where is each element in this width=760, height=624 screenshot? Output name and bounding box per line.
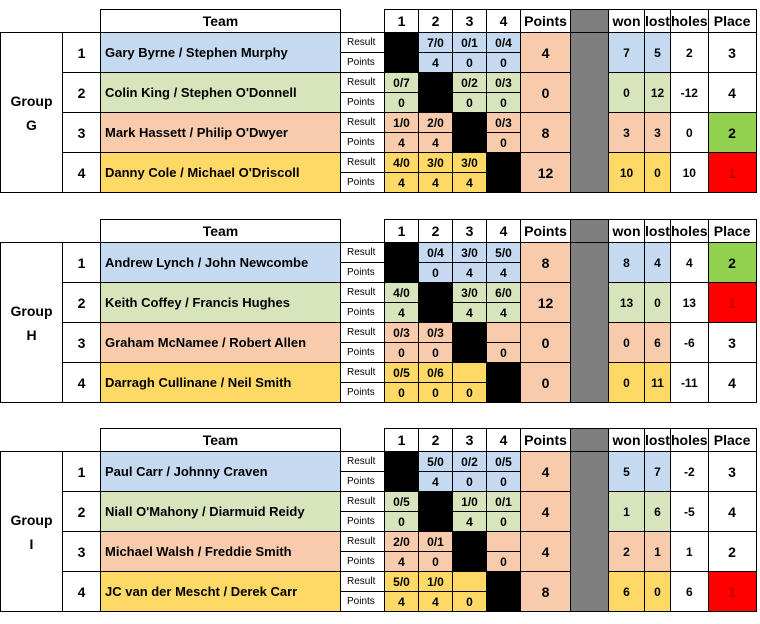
place-cell: 1 <box>708 283 756 323</box>
team-number: 1 <box>63 243 101 283</box>
self-match-cell <box>419 492 453 532</box>
points-cell: 0 <box>453 53 487 73</box>
points-cell: 4 <box>385 173 419 193</box>
lost-cell: 11 <box>645 363 671 403</box>
lost-cell: 6 <box>645 492 671 532</box>
team-number: 2 <box>63 283 101 323</box>
result-cell: 0/4 <box>419 243 453 263</box>
result-cell: 0/2 <box>453 73 487 93</box>
result-cell: 1/0 <box>385 113 419 133</box>
points-cell: 0 <box>385 512 419 532</box>
won-cell: 0 <box>609 323 645 363</box>
won-cell: 8 <box>609 243 645 283</box>
won-cell: 6 <box>609 572 645 612</box>
team-number: 3 <box>63 113 101 153</box>
result-cell: 0/1 <box>453 33 487 53</box>
points-cell: 0 <box>419 552 453 572</box>
team-row <box>1 73 757 93</box>
result-cell: 0/3 <box>487 113 521 133</box>
result-cell: 3/0 <box>453 283 487 303</box>
points-cell: 4 <box>385 592 419 612</box>
points-label: Points <box>341 512 385 532</box>
points-cell: 4 <box>453 512 487 532</box>
total-points: 4 <box>521 532 571 572</box>
total-points: 4 <box>521 33 571 73</box>
points-header: Points <box>521 10 571 33</box>
points-cell: 0 <box>453 472 487 492</box>
result-label: Result <box>341 73 385 93</box>
result-label: Result <box>341 452 385 472</box>
holes-cell: 0 <box>671 113 709 153</box>
self-match-cell <box>385 452 419 492</box>
blank-header <box>1 10 63 33</box>
points-cell: 0 <box>487 53 521 73</box>
total-points: 12 <box>521 153 571 193</box>
points-cell: 0 <box>385 93 419 113</box>
holes-cell: 10 <box>671 153 709 193</box>
result-label: Result <box>341 572 385 592</box>
holes-cell: 1 <box>671 532 709 572</box>
team-number: 4 <box>63 363 101 403</box>
divider-header <box>571 220 609 243</box>
opponent-header: 4 <box>487 429 521 452</box>
team-row <box>1 363 757 383</box>
result-cell: 0/3 <box>419 323 453 343</box>
lost-cell: 12 <box>645 73 671 113</box>
result-cell: 5/0 <box>385 572 419 592</box>
won-cell: 0 <box>609 363 645 403</box>
opponent-header: 2 <box>419 220 453 243</box>
blank-header <box>1 220 63 243</box>
self-match-cell <box>487 153 521 193</box>
place-cell: 3 <box>708 323 756 363</box>
points-cell: 4 <box>453 303 487 323</box>
self-match-cell <box>487 572 521 612</box>
place-cell: 3 <box>708 452 756 492</box>
result-label: Result <box>341 113 385 133</box>
points-label: Points <box>341 552 385 572</box>
place-cell: 2 <box>708 113 756 153</box>
team-number: 3 <box>63 323 101 363</box>
opponent-header: 1 <box>385 10 419 33</box>
points-label: Points <box>341 133 385 153</box>
result-cell: 4/0 <box>385 283 419 303</box>
self-match-cell <box>419 73 453 113</box>
holes-cell: 4 <box>671 243 709 283</box>
team-name: Keith Coffey / Francis Hughes <box>101 283 341 323</box>
result-label: Result <box>341 492 385 512</box>
points-cell: 0 <box>385 383 419 403</box>
points-label: Points <box>341 383 385 403</box>
result-cell: 1/0 <box>453 492 487 512</box>
points-cell: 4 <box>487 303 521 323</box>
points-cell: 4 <box>487 263 521 283</box>
points-label: Points <box>341 173 385 193</box>
total-points: 12 <box>521 283 571 323</box>
divider-header <box>571 429 609 452</box>
self-match-cell <box>385 243 419 283</box>
result-cell: 2/0 <box>419 113 453 133</box>
holes-cell: 6 <box>671 572 709 612</box>
result-cell: 3/0 <box>419 153 453 173</box>
blank-header <box>63 220 101 243</box>
points-label: Points <box>341 472 385 492</box>
opponent-header: 3 <box>453 10 487 33</box>
points-cell: 0 <box>419 343 453 363</box>
lost-cell: 0 <box>645 153 671 193</box>
place-header: Place <box>708 220 756 243</box>
points-cell: 0 <box>487 512 521 532</box>
points-cell: 4 <box>453 263 487 283</box>
team-name: Mark Hassett / Philip O'Dwyer <box>101 113 341 153</box>
team-row <box>1 153 757 173</box>
result-cell: 6/0 <box>487 283 521 303</box>
group-name: Group G <box>1 33 63 193</box>
team-name: Graham McNamee / Robert Allen <box>101 323 341 363</box>
points-cell: 0 <box>487 552 521 572</box>
holes-cell: -5 <box>671 492 709 532</box>
points-cell: 0 <box>487 133 521 153</box>
points-cell: 0 <box>419 383 453 403</box>
total-points: 4 <box>521 452 571 492</box>
points-label: Points <box>341 263 385 283</box>
result-cell: 1/0 <box>419 572 453 592</box>
points-label: Points <box>341 303 385 323</box>
points-cell: 4 <box>419 472 453 492</box>
team-number: 4 <box>63 153 101 193</box>
team-number: 1 <box>63 33 101 73</box>
result-cell: 5/0 <box>487 243 521 263</box>
holes-header: holes <box>671 10 709 33</box>
total-points: 8 <box>521 572 571 612</box>
team-name: Niall O'Mahony / Diarmuid Reidy <box>101 492 341 532</box>
result-label: Result <box>341 33 385 53</box>
won-cell: 7 <box>609 33 645 73</box>
result-cell: 2/0 <box>385 532 419 552</box>
opponent-header: 4 <box>487 220 521 243</box>
team-row <box>1 452 757 472</box>
result-cell: 4/0 <box>385 153 419 173</box>
points-cell: 0 <box>453 383 487 403</box>
place-cell: 2 <box>708 532 756 572</box>
won-header: won <box>609 10 645 33</box>
divider-column <box>571 452 609 612</box>
result-cell <box>487 323 521 343</box>
holes-cell: -11 <box>671 363 709 403</box>
points-header: Points <box>521 429 571 452</box>
points-cell: 0 <box>453 93 487 113</box>
points-label: Points <box>341 53 385 73</box>
points-cell: 4 <box>385 303 419 323</box>
group-name: Group I <box>1 452 63 612</box>
divider-header <box>571 10 609 33</box>
lost-cell: 1 <box>645 532 671 572</box>
blank-header <box>63 10 101 33</box>
result-label: Result <box>341 153 385 173</box>
team-name: Colin King / Stephen O'Donnell <box>101 73 341 113</box>
team-number: 4 <box>63 572 101 612</box>
blank-header <box>341 429 385 452</box>
self-match-cell <box>385 33 419 73</box>
self-match-cell <box>453 113 487 153</box>
team-name: Michael Walsh / Freddie Smith <box>101 532 341 572</box>
blank-header <box>341 10 385 33</box>
points-cell: 0 <box>487 93 521 113</box>
result-cell: 0/2 <box>453 452 487 472</box>
result-cell <box>453 572 487 592</box>
opponent-header: 1 <box>385 429 419 452</box>
result-cell: 3/0 <box>453 243 487 263</box>
points-cell: 0 <box>419 263 453 283</box>
blank-header <box>63 429 101 452</box>
won-cell: 10 <box>609 153 645 193</box>
result-cell: 0/4 <box>487 33 521 53</box>
self-match-cell <box>453 323 487 363</box>
opponent-header: 2 <box>419 429 453 452</box>
team-row <box>1 572 757 592</box>
opponent-header: 4 <box>487 10 521 33</box>
points-label: Points <box>341 592 385 612</box>
holes-cell: 2 <box>671 33 709 73</box>
lost-cell: 5 <box>645 33 671 73</box>
lost-cell: 7 <box>645 452 671 492</box>
team-header: Team <box>101 429 341 452</box>
won-cell: 1 <box>609 492 645 532</box>
opponent-header: 3 <box>453 429 487 452</box>
points-cell: 4 <box>419 592 453 612</box>
holes-cell: 13 <box>671 283 709 323</box>
result-cell: 0/3 <box>385 323 419 343</box>
header-row <box>1 10 757 33</box>
self-match-cell <box>487 363 521 403</box>
group-table-2 <box>0 428 757 612</box>
team-header: Team <box>101 10 341 33</box>
place-header: Place <box>708 10 756 33</box>
place-cell: 2 <box>708 243 756 283</box>
total-points: 0 <box>521 73 571 113</box>
points-cell: 0 <box>487 343 521 363</box>
lost-cell: 3 <box>645 113 671 153</box>
lost-header: lost <box>645 429 671 452</box>
won-cell: 13 <box>609 283 645 323</box>
blank-header <box>341 220 385 243</box>
place-header: Place <box>708 429 756 452</box>
team-number: 2 <box>63 73 101 113</box>
points-cell: 0 <box>453 592 487 612</box>
group-name: Group H <box>1 243 63 403</box>
result-label: Result <box>341 283 385 303</box>
team-header: Team <box>101 220 341 243</box>
total-points: 0 <box>521 363 571 403</box>
won-cell: 3 <box>609 113 645 153</box>
holes-header: holes <box>671 220 709 243</box>
divider-column <box>571 33 609 193</box>
result-label: Result <box>341 363 385 383</box>
team-number: 1 <box>63 452 101 492</box>
holes-cell: -2 <box>671 452 709 492</box>
result-label: Result <box>341 243 385 263</box>
place-cell: 3 <box>708 33 756 73</box>
team-row <box>1 243 757 263</box>
place-cell: 4 <box>708 73 756 113</box>
result-cell <box>453 363 487 383</box>
result-cell: 0/7 <box>385 73 419 93</box>
opponent-header: 2 <box>419 10 453 33</box>
result-cell: 0/5 <box>385 492 419 512</box>
team-name: Darragh Cullinane / Neil Smith <box>101 363 341 403</box>
result-cell: 0/1 <box>487 492 521 512</box>
group-table-1 <box>0 219 757 403</box>
header-row <box>1 220 757 243</box>
team-number: 3 <box>63 532 101 572</box>
holes-cell: -6 <box>671 323 709 363</box>
result-cell: 0/5 <box>487 452 521 472</box>
holes-header: holes <box>671 429 709 452</box>
result-cell: 7/0 <box>419 33 453 53</box>
header-row <box>1 429 757 452</box>
points-cell: 4 <box>453 173 487 193</box>
place-cell: 1 <box>708 153 756 193</box>
team-name: Gary Byrne / Stephen Murphy <box>101 33 341 73</box>
total-points: 8 <box>521 243 571 283</box>
result-cell: 0/6 <box>419 363 453 383</box>
self-match-cell <box>419 283 453 323</box>
team-name: Paul Carr / Johnny Craven <box>101 452 341 492</box>
lost-cell: 0 <box>645 572 671 612</box>
won-cell: 0 <box>609 73 645 113</box>
team-name: Andrew Lynch / John Newcombe <box>101 243 341 283</box>
result-label: Result <box>341 532 385 552</box>
won-cell: 5 <box>609 452 645 492</box>
self-match-cell <box>453 532 487 572</box>
place-cell: 4 <box>708 492 756 532</box>
points-cell: 4 <box>385 133 419 153</box>
place-cell: 4 <box>708 363 756 403</box>
lost-cell: 0 <box>645 283 671 323</box>
lost-header: lost <box>645 220 671 243</box>
result-cell: 3/0 <box>453 153 487 173</box>
team-name: Danny Cole / Michael O'Driscoll <box>101 153 341 193</box>
holes-cell: -12 <box>671 73 709 113</box>
lost-header: lost <box>645 10 671 33</box>
points-label: Points <box>341 343 385 363</box>
team-row <box>1 113 757 133</box>
points-cell: 4 <box>419 133 453 153</box>
team-row <box>1 532 757 552</box>
blank-header <box>1 429 63 452</box>
group-table-0 <box>0 9 757 193</box>
result-cell: 0/3 <box>487 73 521 93</box>
points-cell: 4 <box>385 552 419 572</box>
points-cell: 4 <box>419 53 453 73</box>
team-row <box>1 33 757 53</box>
team-number: 2 <box>63 492 101 532</box>
total-points: 4 <box>521 492 571 532</box>
team-row <box>1 492 757 512</box>
opponent-header: 1 <box>385 220 419 243</box>
points-cell: 0 <box>385 343 419 363</box>
result-cell: 0/5 <box>385 363 419 383</box>
lost-cell: 6 <box>645 323 671 363</box>
points-cell: 4 <box>419 173 453 193</box>
team-name: JC van der Mescht / Derek Carr <box>101 572 341 612</box>
result-label: Result <box>341 323 385 343</box>
won-header: won <box>609 220 645 243</box>
place-cell: 1 <box>708 572 756 612</box>
total-points: 0 <box>521 323 571 363</box>
won-header: won <box>609 429 645 452</box>
result-cell <box>487 532 521 552</box>
total-points: 8 <box>521 113 571 153</box>
points-cell: 0 <box>487 472 521 492</box>
team-row <box>1 323 757 343</box>
divider-column <box>571 243 609 403</box>
result-cell: 0/1 <box>419 532 453 552</box>
lost-cell: 4 <box>645 243 671 283</box>
result-cell: 5/0 <box>419 452 453 472</box>
team-row <box>1 283 757 303</box>
points-label: Points <box>341 93 385 113</box>
points-header: Points <box>521 220 571 243</box>
won-cell: 2 <box>609 532 645 572</box>
opponent-header: 3 <box>453 220 487 243</box>
